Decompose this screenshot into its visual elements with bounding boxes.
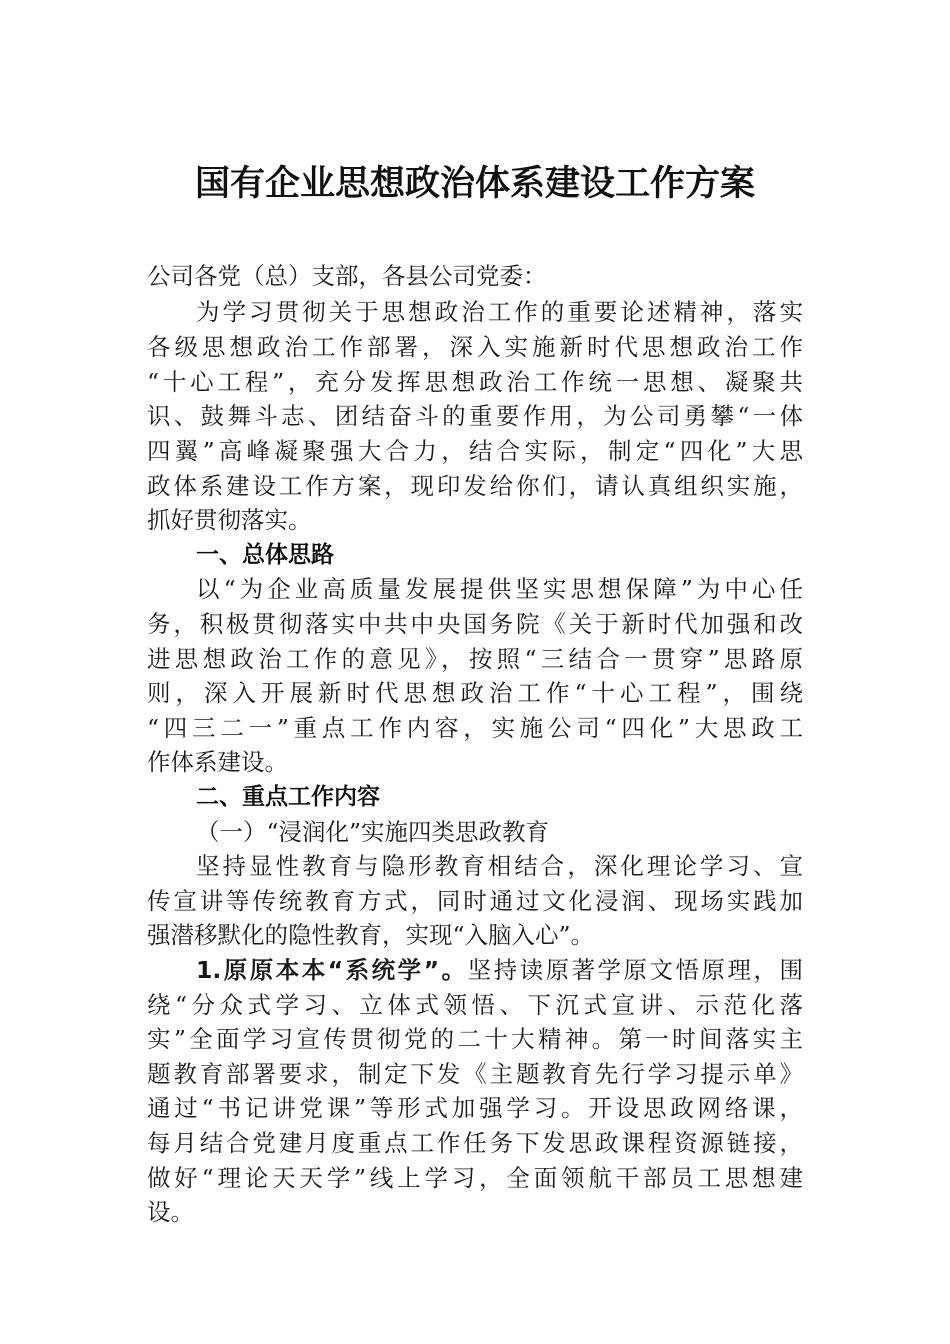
intro-line: 为学习贯彻关于思想政治工作的重要论述精神，落实	[196, 298, 803, 326]
section-line: 以“为企业高质量发展提供坚实思想保障”为中心任	[196, 575, 803, 603]
document-title: 国有企业思想政治体系建设工作方案	[194, 163, 755, 204]
item-bold-lead: 1.原原本本“系统学”。	[196, 956, 468, 984]
subsection-heading: （一）“浸润化”实施四类思政教育	[196, 818, 550, 846]
item-line: 题教育部署要求，制定下发《主题教育先行学习提示单》	[147, 1060, 803, 1088]
intro-line: 四翼”高峰凝聚强大合力，结合实际，制定“四化”大思	[147, 437, 803, 465]
salutation: 公司各党（总）支部，各县公司党委：	[147, 262, 547, 290]
intro-line: 抓好贯彻落实。	[147, 506, 312, 534]
section-line: 务，积极贯彻落实中共中央国务院《关于新时代加强和改	[147, 610, 803, 638]
subsection-line: 传宣讲等传统教育方式，同时通过文化浸润、现场实践加	[147, 887, 803, 915]
item-line: 实”全面学习宣传贯彻党的二十大精神。第一时间落实主	[147, 1025, 803, 1053]
item-line: 做好“理论天天学”线上学习，全面领航干部员工思想建	[147, 1164, 803, 1192]
section-line: 则，深入开展新时代思想政治工作“十心工程”，围绕	[147, 679, 803, 707]
item-line: 每月结合党建月度重点工作任务下发思政课程资源链接，	[147, 1129, 803, 1157]
section-line: “四三二一”重点工作内容，实施公司“四化”大思政工	[147, 714, 803, 742]
section-heading: 二、重点工作内容	[196, 784, 380, 810]
section-heading: 一、总体思路	[196, 542, 334, 568]
subsection-line: 强潜移默化的隐性教育，实现“入脑入心”。	[147, 921, 595, 949]
intro-line: 识、鼓舞斗志、团结奋斗的重要作用，为公司勇攀“一体	[147, 402, 803, 430]
intro-line: 政体系建设工作方案，现印发给你们，请认真组织实施，	[147, 472, 803, 500]
section-line: 作体系建设。	[147, 748, 288, 776]
intro-line: “十心工程”，充分发挥思想政治工作统一思想、凝聚共	[147, 368, 803, 396]
item-first-text: 坚持读原著学原文悟原理，围	[467, 956, 804, 984]
item-first-line	[196, 952, 803, 988]
intro-line: 各级思想政治工作部署，深入实施新时代思想政治工作	[147, 333, 803, 361]
item-line: 设。	[147, 1198, 194, 1226]
subsection-line: 坚持显性教育与隐形教育相结合，深化理论学习、宣	[196, 852, 803, 880]
section-line: 进思想政治工作的意见》，按照“三结合一贯穿”思路原	[147, 645, 803, 673]
item-line: 通过“书记讲党课”等形式加强学习。开设思政网络课，	[147, 1094, 803, 1122]
item-line: 绕“分众式学习、立体式领悟、下沉式宣讲、示范化落	[147, 991, 803, 1019]
